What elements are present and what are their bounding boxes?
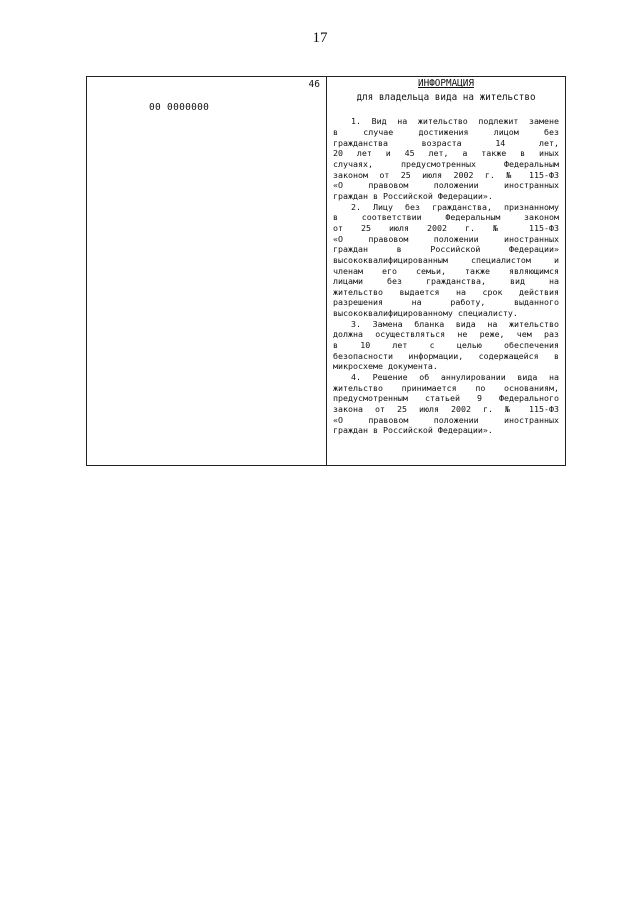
paragraph-line: законом от 25 июля 2002 г. № 115-ФЗ <box>333 169 559 180</box>
paragraph-line: 4. Решение об аннулировании вида на <box>351 372 559 383</box>
paragraph-line: 3. Замена бланка вида на жительство <box>351 318 559 329</box>
paragraph-line: высококвалифицированным специалистом и <box>333 254 559 265</box>
paragraph-line: должна осуществляться не реже, чем раз <box>333 329 559 340</box>
paragraph-line: жительство принимается по основаниям, <box>333 382 559 393</box>
left-panel <box>87 77 327 465</box>
info-form-table <box>86 76 566 466</box>
paragraph-line: разрешения на работу, выданного <box>333 297 559 308</box>
paragraph-line: граждан в Российской Федерации». <box>333 190 493 201</box>
info-title: ИНФОРМАЦИЯ <box>418 78 474 89</box>
paragraph-line: 1. Вид на жительство подлежит замене <box>351 116 559 127</box>
paragraph-line: в 10 лет с целью обеспечения <box>333 340 559 351</box>
paragraph-line: лицами без гражданства, вид на <box>333 276 559 287</box>
info-paragraph <box>333 372 559 436</box>
paragraph-line: 20 лет и 45 лет, а также в иных <box>333 148 559 159</box>
info-paragraph <box>333 202 559 319</box>
paragraph-line: от 25 июля 2002 г. № 115-ФЗ <box>333 222 559 233</box>
page-number: 17 <box>312 30 328 46</box>
paragraph-line: закона от 25 июля 2002 г. № 115-ФЗ <box>333 404 559 415</box>
info-paragraph <box>333 319 559 372</box>
paragraph-line: граждан в Российской Федерации» <box>333 244 559 255</box>
paragraph-line: микросхеме документа. <box>333 361 438 372</box>
right-panel <box>327 77 565 465</box>
info-paragraphs <box>333 116 559 436</box>
paragraph-line: жительство выдается на срок действия <box>333 286 559 297</box>
paragraph-line: граждан в Российской Федерации». <box>333 425 493 436</box>
paragraph-line: 2. Лицу без гражданства, признанному <box>351 201 559 212</box>
info-subtitle: для владельца вида на жительство <box>356 91 536 103</box>
paragraph-line: случаях, предусмотренных Федеральным <box>333 158 559 169</box>
paragraph-line: в соответствии Федеральным законом <box>333 212 559 223</box>
paragraph-line: безопасности информации, содержащейся в <box>333 350 559 361</box>
paragraph-line: предусмотренным статьей 9 Федерального <box>333 393 559 404</box>
paragraph-line: в случае достижения лицом без <box>333 126 559 137</box>
paragraph-line: высококвалифицированному специалисту. <box>333 308 518 319</box>
info-paragraph <box>333 116 559 201</box>
left-page-number: 46 <box>308 79 320 90</box>
paragraph-line: гражданства возраста 14 лет, <box>333 137 559 148</box>
paragraph-line: членам его семьи, также являющимся <box>333 265 559 276</box>
paragraph-line: «О правовом положении иностранных <box>333 414 559 425</box>
series-number: 00 0000000 <box>149 102 210 113</box>
paragraph-line: «О правовом положении иностранных <box>333 180 559 191</box>
paragraph-line: «О правовом положении иностранных <box>333 233 559 244</box>
